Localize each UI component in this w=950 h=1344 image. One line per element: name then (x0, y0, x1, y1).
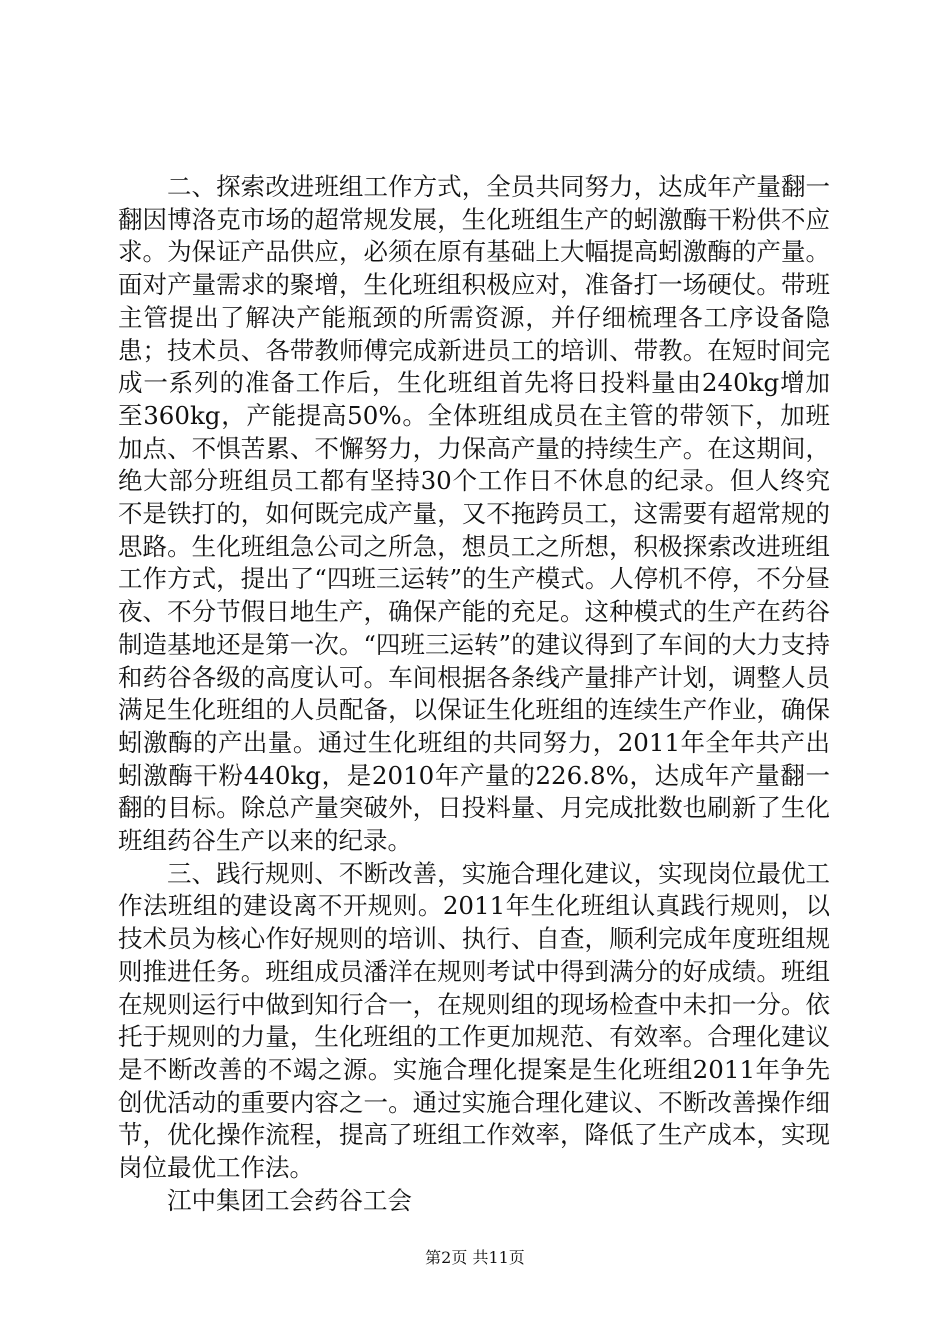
paragraph-2: 二、探索改进班组工作方式，全员共同努力，达成年产量翻一翻因博洛克市场的超常规发展，生化班组生产的蚓激酶干粉供不应求。为保证产品供应，必须在原有基础上大幅提高蚓激酶的产量。面对产量需求的聚增，生化班组积极应对，准备打一场硬仗。带班主管提出了解决产能瓶颈的所需资源，并仔细梳理各工序设备隐患；技术员、各带教师傅完成新进员工的培训、带教。在短时间完成一系列的准备工作后，生化班组首先将日投料量由240kg增加至360kg，产能提高50%。全体班组成员在主管的带领下，加班加点、不惧苦累、不懈努力，力保高产量的持续生产。在这期间，绝大部分班组员工都有坚持30个工作日不休息的纪录。但人终究不是铁打的，如何既完成产量，又不拖跨员工，这需要有超常规的思路。生化班组急公司之所急，想员工之所想，积极探索改进班组工作方式，提出了“四班三运转”的生产模式。人停机不停，不分昼夜、不分节假日地生产，确保产能的充足。这种模式的生产在药谷制造基地还是第一次。“四班三运转”的建议得到了车间的大力支持和药谷各级的高度认可。车间根据各条线产量排产计划，调整人员满足生化班组的人员配备，以保证生化班组的连续生产作业，确保蚓激酶的产出量。通过生化班组的共同努力，2011年全年共产出蚓激酶干粉440kg，是2010年产量的226.8%，达成年产量翻一翻的目标。除总产量突破外，日投料量、月完成批数也刷新了生化班组药谷生产以来的纪录。 (118, 172, 830, 856)
page-footer: 第2页 共11页 (425, 1248, 525, 1267)
paragraph-3: 三、践行规则、不断改善，实施合理化建议，实现岗位最优工作法班组的建设离不开规则。2011年生化班组认真践行规则，以技术员为核心作好规则的培训、执行、自查，顺利完成年度班组规则推进任务。班组成员潘洋在规则考试中得到满分的好成绩。班组在规则运行中做到知行合一，在规则组的现场检查中未扣一分。依托于规则的力量，生化班组的工作更加规范、有效率。合理化建议是不断改善的不竭之源。实施合理化提案是生化班组2011年争先创优活动的重要内容之一。通过实施合理化建议、不断改善操作细节，优化操作流程，提高了班组工作效率，降低了生产成本，实现岗位最优工作法。 (118, 858, 830, 1183)
document-body (118, 171, 830, 1218)
signature-line: 江中集团工会药谷工会 (167, 1185, 412, 1215)
